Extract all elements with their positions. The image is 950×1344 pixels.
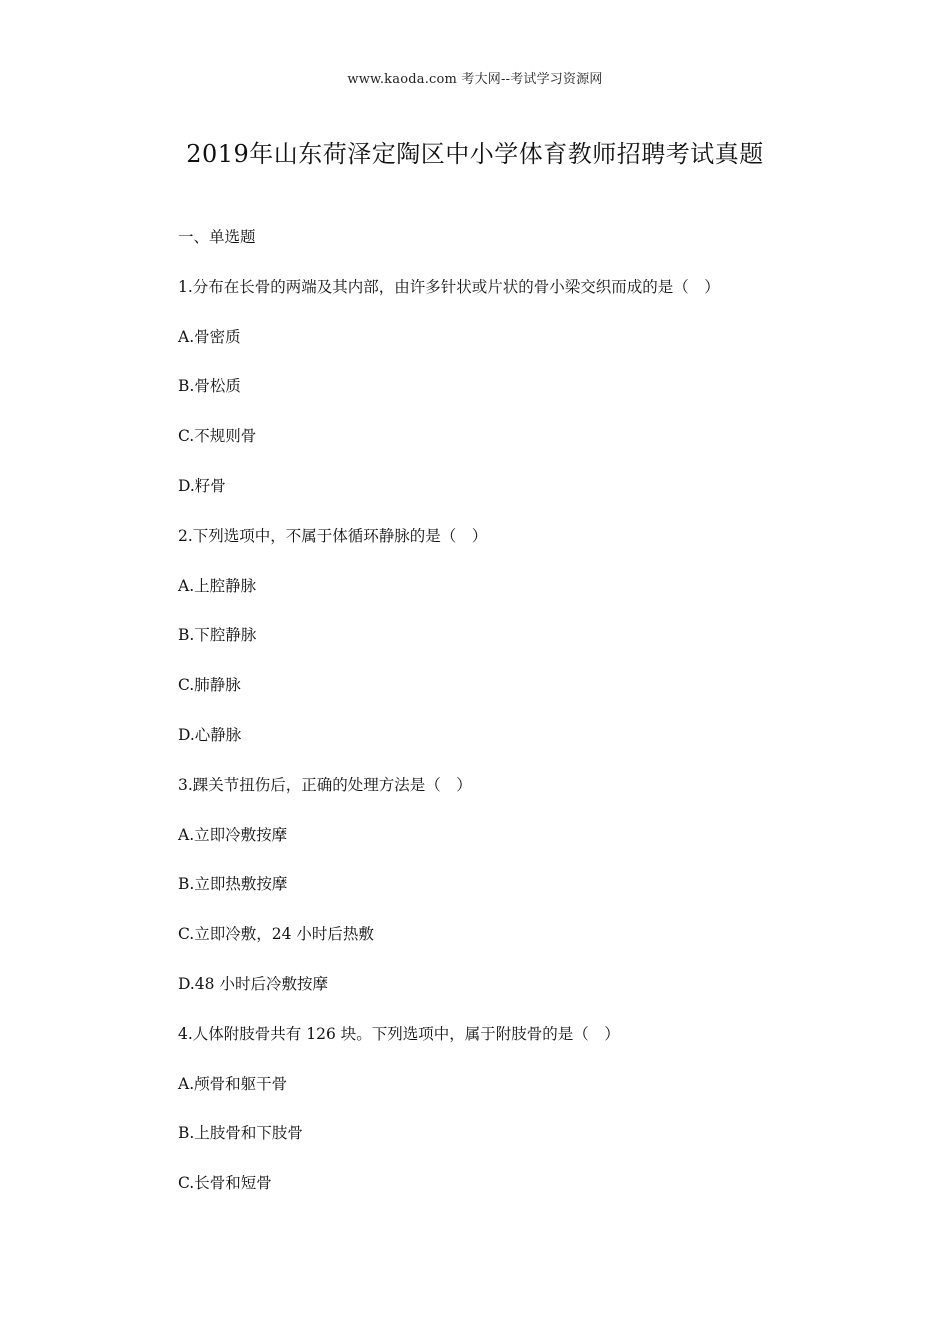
- question-2: 2.下列选项中，不属于体循环静脉的是（ ）: [178, 526, 488, 545]
- question-4-option-c: C.长骨和短骨: [178, 1174, 272, 1193]
- question-1: 1.分布在长骨的两端及其内部，由许多针状或片状的骨小梁交织而成的是（ ）: [178, 277, 720, 296]
- question-3-option-c: C.立即冷敷，24 小时后热敷: [178, 925, 374, 944]
- question-list: [178, 224, 818, 1220]
- question-2-option-b: B.下腔静脉: [178, 626, 257, 645]
- question-3-option-d: D.48 小时后冷敷按摩: [178, 974, 328, 993]
- question-2-option-c: C.肺静脉: [178, 676, 241, 695]
- question-2-option-a: A.上腔静脉: [178, 576, 257, 595]
- document-title: 2019年山东荷泽定陶区中小学体育教师招聘考试真题: [186, 140, 764, 168]
- question-4-option-b: B.上肢骨和下肢骨: [178, 1124, 303, 1143]
- question-1-option-b: B.骨松质: [178, 377, 241, 396]
- question-4-option-a: A.颅骨和躯干骨: [178, 1074, 288, 1093]
- question-2-option-d: D.心静脉: [178, 725, 242, 744]
- question-3-option-b: B.立即热敷按摩: [178, 875, 288, 894]
- question-3: 3.踝关节扭伤后，正确的处理方法是（ ）: [178, 775, 472, 794]
- question-1-option-d: D.籽骨: [178, 476, 226, 495]
- question-4: 4.人体附肢骨共有 126 块。下列选项中，属于附肢骨的是（ ）: [178, 1024, 620, 1043]
- question-1-option-c: C.不规则骨: [178, 427, 257, 446]
- question-1-option-a: A.骨密质: [178, 327, 241, 346]
- question-3-option-a: A.立即冷敷按摩: [178, 825, 288, 844]
- page-header: www.kaoda.com 考大网--考试学习资源网: [347, 72, 603, 87]
- section-heading: 一、单选题: [178, 228, 256, 246]
